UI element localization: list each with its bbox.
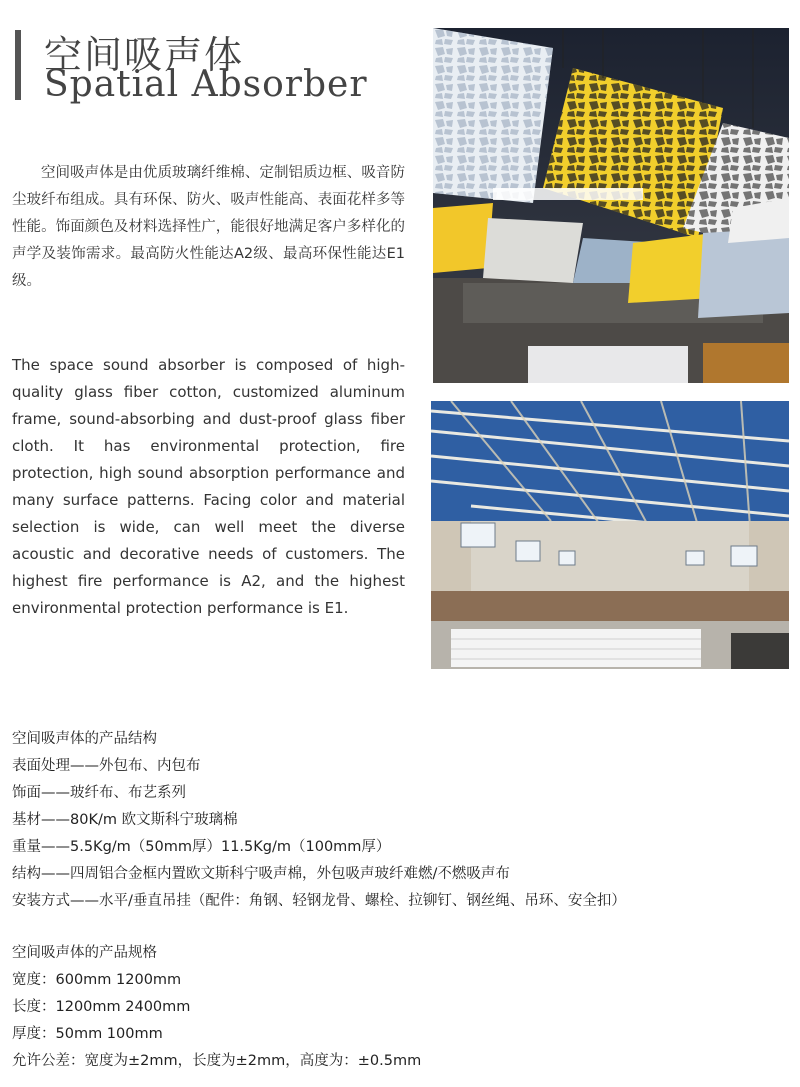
title-accent-bar	[15, 30, 21, 100]
structure-line: 饰面——玻纤布、布艺系列	[12, 785, 186, 801]
specs-line: 宽度：600mm 1200mm	[12, 972, 182, 988]
page-title-cn: 空间吸声体	[44, 33, 245, 77]
hall-ceiling-photo	[431, 401, 789, 669]
specs-line: 长度：1200mm 2400mm	[12, 999, 191, 1015]
structure-line: 重量——5.5Kg/m（50mm厚）11.5Kg/m（100mm厚）	[12, 839, 391, 855]
intro-paragraph-cn: 空间吸声体是由优质玻璃纤维棉、定制铝质边框、吸音防尘玻纤布组成。具有环保、防火、吸声性能高、表面花样多等性能。饰面颜色及材料选择性广，能很好地满足客户多样化的声学及装饰需求。最高防火性能达A2级、最高环保性能达E1级。	[12, 165, 405, 289]
structure-line: 结构——四周铝合金框内置欧文斯科宁吸声棉，外包吸声玻纤难燃/不燃吸声布	[12, 866, 510, 882]
specs-section	[12, 940, 421, 1075]
structure-line: 安装方式——水平/垂直吊挂（配件：角钢、轻钢龙骨、螺栓、拉铆钉、钢丝绳、吊环、安全扣）	[12, 893, 626, 909]
page-title-en: Spatial Absorber	[44, 64, 368, 105]
intro-paragraph-en: The space sound absorber is composed of high-quality glass fiber cotton, customized aluminum frame, sound-absorbing and dust-proof glass fiber cloth. It has environmental protection, fire protection, high sound absorption performance and many surface patterns. Facing color and material selection is wide, can well meet the diverse acoustic and decorative needs of customers. The highest fire performance is A2, and the highest environmental protection performance is E1.	[12, 356, 405, 617]
specs-line: 厚度：50mm 100mm	[12, 1026, 163, 1042]
structure-section	[12, 726, 626, 915]
structure-heading: 空间吸声体的产品结构	[12, 731, 157, 747]
specs-line: 允许公差：宽度为±2mm，长度为±2mm，高度为：±0.5mm	[12, 1053, 422, 1069]
structure-line: 表面处理——外包布、内包布	[12, 758, 201, 774]
structure-line: 基材——80K/m 欧文斯科宁玻璃棉	[12, 812, 238, 828]
specs-heading: 空间吸声体的产品规格	[12, 945, 157, 961]
hanging-panels-photo	[433, 28, 789, 383]
